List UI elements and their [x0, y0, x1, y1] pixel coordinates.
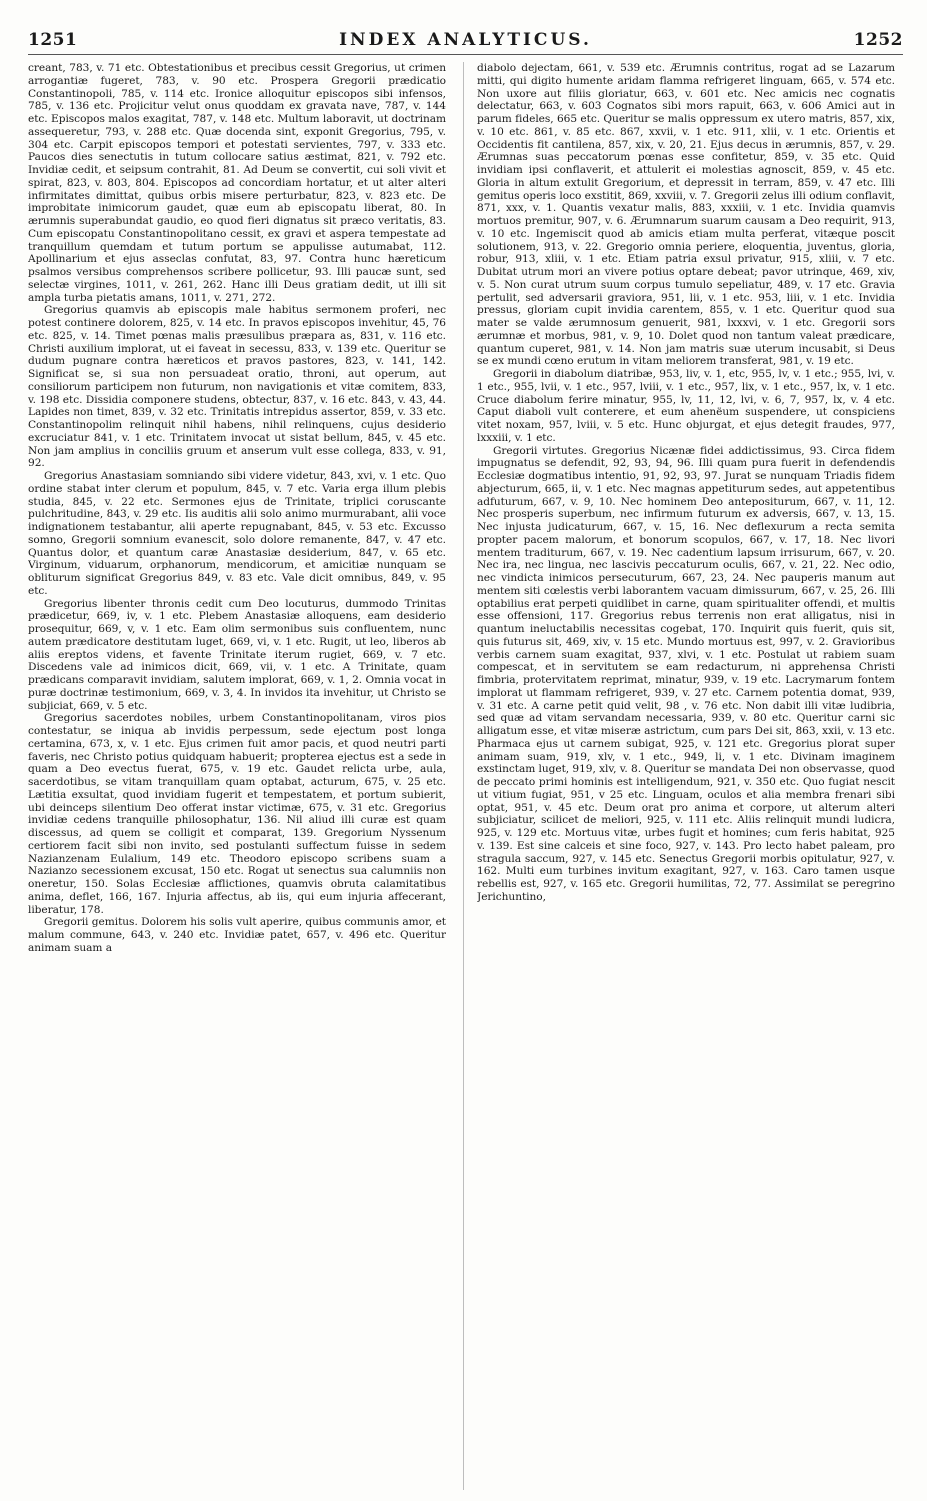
right-column: [477, 62, 895, 1492]
header-rule: [28, 54, 903, 55]
index-entry: diabolo dejectam, 661, v. 539 etc. Ærumnis contritus, rogat ad se Lazarum mitti, qui digito humente aridam flamma refrigeret linguam, 665, v. 574 etc. Non uxore aut filiis gloriatur, 663, v. 601 etc. Nec amicis nec cognatis delectatur, 663, v. 603 Cognatos sibi mors rapuit, 663, v. 606 Amici aut in parum fideles, 665 etc. Queritur se malis oppressum ex utero matris, 857, xix, v. 10 etc. 861, v. 85 etc. 867, xxvii, v. 1 etc. 911, xlii, v. 1 etc. Orientis et Occidentis fit cantilena, 857, xix, v. 20, 21. Ejus decus in ærumnis, 857, v. 29. Ærumnas suas peccatorum pœnas esse confitetur, 859, v. 35 etc. Quid invidiam ipsi conflaverit, et attulerit ei molestias agnoscit, 859, v. 45 etc. Gloria in altum extulit Gregorium, et depressit in terram, 859, v. 47 etc. Illi gemitus operis loco exstitit, 869, xxviii, v. 7. Gregorii zelus illi odium conflavit, 871, xxx, v. 1. Quantis vexatur malis, 883, xxxiii, v. 1 etc. Invidia quamvis mortuos premitur, 907, v. 6. Ærumnarum suarum causam a Deo requirit, 913, v. 10 etc. Ingemiscit quod ab amicis etiam multa perferat, vitæque poscit solutionem, 913, v. 22. Gregorio omnia periere, eloquentia, juventus, gloria, robur, 913, xliii, v. 1 etc. Etiam patria exsul privatur, 915, xliii, v. 7 etc. Dubitat utrum mori an vivere potius optare debeat; pavor utrinque, 469, xiv, v. 5. Non curat utrum suum corpus tumulo sepeliatur, 489, v. 17 etc. Gravia pertulit, sed adversarii graviora, 951, lii, v. 1 etc. 953, liii, v. 1 etc. Invidia pressus, gloriam cupit invidia carentem, 855, v. 1 etc. Queritur quod sua mater se valde ærumnosum genuerit, 981, lxxxvi, v. 1 etc. Gregorii sors ærumnæ et morbus, 981, v. 9, 10. Dolet quod non tantum valeat prædicare, quantum cuperet, 981, v. 14. Non jam matris suæ uterum incusabit, si Deus se ex mundi cœno erutum in vitam meliorem transferat, 981, v. 19 etc.: [477, 62, 895, 368]
running-title: INDEX ANALYTICUS.: [339, 30, 592, 50]
index-entry: Gregorius libenter thronis cedit cum Deo locuturus, dummodo Trinitas prædicetur, 669, iv, v. 1 etc. Plebem Anastasiæ alloquens, eam desiderio prosequitur, 669, v, v. 1 etc. Eam olim sermonibus suis confluentem, nunc autem prædicatore destitutam luget, 669, vi, v. 1 etc. Rugit, ut leo, liberos ab aliis ereptos videns, et favente Trinitate iterum rugiet, 669, v. 7 etc. Discedens vale ad inimicos dicit, 669, vii, v. 1 etc. A Trinitate, quam prædicans comparavit invidiam, salutem implorat, 669, v. 1, 2. Omnia vocat in puræ doctrinæ testimonium, 669, v. 3, 4. In invidos ita invehitur, ut Christo se subjiciat, 669, v. 5 etc.: [28, 597, 446, 712]
index-entry: Gregorius Anastasiam somniando sibi videre videtur, 843, xvi, v. 1 etc. Quo ordine stabat inter clerum et populum, 845, v. 7 etc. Varia erga illum plebis studia, 845, v. 22 etc. Sermones ejus de Trinitate, triplici coruscante pulchritudine, 843, v. 29 etc. Iis auditis alii solo animo murmurabant, alii voce indignationem testabantur, alii aperte repugnabant, 845, v. 53 etc. Excusso somno, Gregorii somnium evanescit, solo dolore remanente, 847, v. 47 etc. Quantus dolor, et quantum caræ Anastasiæ desiderium, 847, v. 65 etc. Virginum, viduarum, orphanorum, mendicorum, et amicitiæ nunquam se obliturum significat Gregorius 849, v. 83 etc. Vale dicit omnibus, 849, v. 95 etc.: [28, 470, 446, 597]
page-number-left: 1251: [28, 30, 78, 50]
index-entry: Gregorius sacerdotes nobiles, urbem Constantinopolitanam, viros pios contestatur, se iniqua ab invidis perpessum, sede ejectum post longa certamina, 673, x, v. 1 etc. Ejus crimen fuit amor pacis, et quod neutri parti faveris, nec Christo potius quidquam habuerit; propterea ejectus est a sede in quam a Deo evectus fuerat, 675, v. 19 etc. Gaudet relicta urbe, aula, sacerdotibus, se vitam tranquillam quam optabat, acturum, 675, v. 25 etc. Lætitia exsultat, quod invidiam fugerit et tempestatem, et portum subierit, ubi deinceps silentium Deo offerat instar victimæ, 675, v. 31 etc. Gregorius invidiæ cedens tranquille philosophatur, 136. Nil aliud illi curæ est quam discessus, ad quem se colligit et comparat, 139. Gregorium Nyssenum certiorem facit sibi non invito, sed postulanti suffectum fuisse in sedem Nazianzenam Eulalium, 149 etc. Theodoro episcopo scribens suam a Nazianzo secessionem excusat, 150 etc. Rogat ut senectus sua calumniis non oneretur, 150. Solas Ecclesiæ afflictiones, quamvis obruta calamitatibus anima, deflet, 166, 167. Injuria affectus, ab iis, qui eum injuria affecerant, liberatur, 178.: [28, 712, 446, 916]
left-column: [28, 62, 446, 1492]
running-header: [28, 30, 903, 56]
column-divider: [463, 62, 464, 1490]
index-entry: Gregorius quamvis ab episcopis male habitus sermonem proferi, nec potest continere dolorem, 825, v. 14 etc. In pravos episcopos invehitur, 45, 76 etc. 825, v. 14. Timet pœnas malis præsulibus præpara as, 831, v. 116 etc. Christi auxilium implorat, ut ei faveat in secessu, 833, v. 139 etc. Queritur se dudum pugnare contra hæreticos et pravos pastores, 823, v. 141, 142. Significat se, si sua non persuadeat oratio, throni, aut operum, aut consiliorum participem non futurum, non navigationis et vitæ comitem, 833, v. 198 etc. Dissidia componere studens, obtectur, 837, v. 16 etc. 843, v. 43, 44. Lapides non timet, 839, v. 32 etc. Trinitatis intrepidus assertor, 859, v. 33 etc. Constantinopolim relinquit nihil habens, nihil relinquens, cujus desiderio excruciatur 841, v. 1 etc. Trinitatem invocat ut sistat bellum, 845, v. 45 etc. Non jam amplius in conciliis gruum et anserum vult esse collega, 833, v. 91, 92.: [28, 304, 446, 470]
page-number-right: 1252: [853, 30, 903, 50]
index-entry: Gregorii gemitus. Dolorem his solis vult aperire, quibus communis amor, et malum commune, 643, v. 240 etc. Invidiæ patet, 657, v. 496 etc. Queritur animam suam a: [28, 916, 446, 954]
index-entry: Gregorii in diabolum diatribæ, 953, liv, v. 1, etc, 955, lv, v. 1 etc.; 955, lvi, v. 1 etc., 955, lvii, v. 1 etc., 957, lviii, v. 1 etc., 957, lix, v. 1 etc., 957, lx, v. 1 etc. Cruce diabolum ferire minatur, 955, lv, 11, 12, lvi, v. 6, 7, 957, lx, v. 4 etc. Caput diaboli vult conterere, et eum ahenëum suspendere, ut conspiciens vitet noxam, 957, lviii, v. 5 etc. Hunc objurgat, et ejus detegit fraudes, 977, lxxxiii, v. 1 etc.: [477, 368, 895, 444]
index-entry: Gregorii virtutes. Gregorius Nicænæ fidei addictissimus, 93. Circa fidem impugnatus se defendit, 92, 93, 94, 96. Illi quam pura fuerit in defendendis Ecclesiæ dogmatibus intentio, 91, 92, 93, 97. Jurat se nunquam Triadis fidem abjecturum, 665, ii, v. 1 etc. Nec magnas appetiturum sedes, aut appetentibus adfuturum, 667, v. 9, 10. Nec hominem Deo antepositurum, 667, v. 11, 12. Nec prosperis superbum, nec infirmum futurum ex adversis, 667, v. 13, 15. Nec injusta judicaturum, 667, v. 15, 16. Nec deflexurum a recta semita propter pacem malorum, et bonorum scopulos, 667, v. 17, 18. Nec livori mentem traditurum, 667, v. 19. Nec cadentium lapsum irrisurum, 667, v. 20. Nec ira, nec lingua, nec lascivis peccaturum oculis, 667, v. 21, 22. Nec odio, nec vindicta inimicos persecuturum, 667, 23, 24. Nec pauperis manum aut mentem siti cœlestis verbi laborantem vacuam dimissurum, 667, v. 25, 26. Illi optabilius erat perpeti quidlibet in carne, quam spiritualiter offendi, et multis esse offensioni, 117. Gregorius rebus terrenis non erat alligatus, nisi in quantum ineluctabilis necessitas cogebat, 170. Inquirit quis fuerit, quis sit, quis futurus sit, 469, xiv, v. 15 etc. Mundo mortuus est, 997, v. 2. Gravioribus verbis carnem suam exagitat, 937, xlvi, v. 1 etc. Postulat ut rabiem suam compescat, et in servitutem se eam redacturum, ni apprehensa Christi fimbria, protervitatem reprimat, minatur, 939, v. 19 etc. Lacrymarum fontem implorat ut flammam refrigeret, 939, v. 27 etc. Carnem potentia domat, 939, v. 31 etc. A carne petit quid velit, 98 , v. 76 etc. Non dabit illi vitæ ludibria, sed quæ ad vitam servandam necessaria, 939, v. 80 etc. Queritur carni sic alligatum esse, et vitæ miseræ astrictum, cum pars Dei sit, 863, xxii, v. 13 etc. Pharmaca ejus ut carnem subigat, 925, v. 121 etc. Gregorius plorat super animam suam, 919, xlv, v. 1 etc., 949, li, v. 1 etc. Divinam imaginem exstinctam luget, 919, xlv, v. 8. Queritur se mandata Dei non observasse, quod de peccato primi hominis est intelligendum, 921, v. 350 etc. Quo fugiat nescit ut vitium fugiat, 951, v 25 etc. Linguam, oculos et alia membra frenari sibi optat, 951, v. 45 etc. Deum orat pro anima et corpore, ut alterum alteri subjiciatur, scilicet de meliori, 925, v. 111 etc. Aliis relinquit mundi ludicra, 925, v. 129 etc. Mortuus vitæ, urbes fugit et homines; cum feris habitat, 925 v. 139. Est sine calceis et sine foco, 927, v. 143. Pro lecto habet paleam, pro stragula saccum, 927, v. 145 etc. Senectus Gregorii morbis opitulatur, 927, v. 162. Multi eum turbines invitum exagitant, 927, v. 163. Caro tamen usque rebellis est, 927, v. 165 etc. Gregorii humilitas, 72, 77. Assimilat se peregrino Jerichuntino,: [477, 444, 895, 903]
index-entry: creant, 783, v. 71 etc. Obtestationibus et precibus cessit Gregorius, ut crimen arrogantiæ fugeret, 783, v. 90 etc. Prospera Gregorii prædicatio Constantinopoli, 785, v. 114 etc. Ironice alloquitur episcopos sibi infensos, 785, v. 136 etc. Projicitur velut onus quoddam ex gravata nave, 787, v. 144 etc. Episcopos malos exagitat, 787, v. 148 etc. Multum laboravit, ut doctrinam assequeretur, 793, v. 288 etc. Quæ docenda sint, exponit Gregorius, 795, v. 304 etc. Carpit episcopos tempori et potestati servientes, 797, v. 333 etc. Paucos dies senectutis in tutum collocare satius æstimat, 821, v. 792 etc. Invidiæ cedit, et seipsum contrahit, 81. Ad Deum se convertit, cui soli vivit et spirat, 823, v. 803, 804. Episcopos ad concordiam hortatur, et ut alter alteri infirmitates dimittat, quibus orbis misere perturbatur, 823, v. 823 etc. De improbitate inimicorum gaudet, quæ eum ab episcopatu liberat, 80. In ærumnis superabundat gaudio, eo quod fieri dignatus sit præco veritatis, 83. Cum episcopatu Constantinopolitano cessit, ex gravi et aspera tempestate ad tranquillum quemdam et tutum portum se appulisse autumabat, 112. Apollinarium et ejus asseclas confutat, 83, 97. Contra hunc hæreticum psalmos versibus comprehensos scribere pollicetur, 93. Illi paucæ sunt, sed selectæ virgines, 1011, v. 261, 262. Hanc illi Deus gratiam dedit, ut illi sit ampla turba pietatis amans, 1011, v. 271, 272.: [28, 62, 446, 304]
